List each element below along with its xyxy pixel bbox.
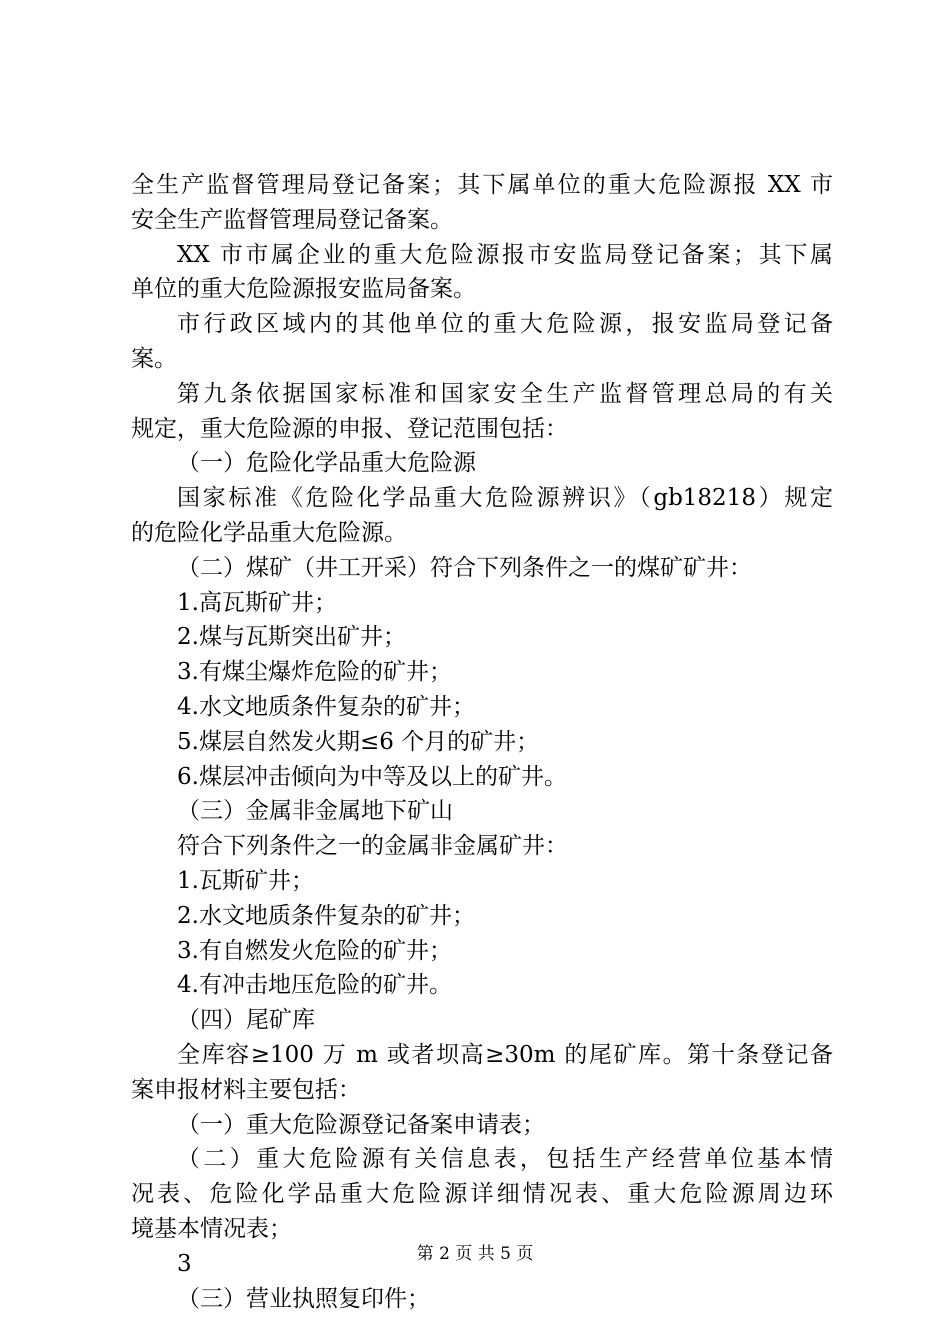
text-line: 符合下列条件之一的金属非金属矿井：: [177, 833, 568, 860]
text-line: 安全生产监督管理局登记备案。: [131, 206, 453, 233]
text-line: 全库容≥100 万 m 或者坝高≥30m 的尾矿库。第十条登记备: [177, 1041, 833, 1068]
text-line: （二）重大危险源有关信息表，包括生产经营单位基本情: [177, 1146, 833, 1173]
text-line: （一）危险化学品重大危险源: [177, 450, 476, 477]
text-line: 6.煤层冲击倾向为中等及以上的矿井。: [177, 763, 567, 790]
text-line: 2.煤与瓦斯突出矿井；: [177, 624, 406, 651]
text-line: 单位的重大危险源报安监局备案。: [131, 276, 476, 303]
text-line: 的危险化学品重大危险源。: [131, 519, 407, 546]
text-line: 1.高瓦斯矿井；: [177, 589, 337, 616]
document-body: [131, 168, 833, 1316]
text-line: XX 市市属企业的重大危险源报市安监局登记备案；其下属: [177, 241, 833, 268]
text-line: （一）重大危险源登记备案申请表；: [177, 1111, 545, 1138]
text-line: （二）煤矿（井工开采）符合下列条件之一的煤矿矿井：: [177, 554, 752, 581]
text-line: 规定，重大危险源的申报、登记范围包括：: [131, 415, 568, 442]
text-line: 国家标准《危险化学品重大危险源辨识》（gb18218）规定: [177, 485, 833, 512]
text-line: 3.有自燃发火危险的矿井；: [177, 937, 452, 964]
text-line: 3.有煤尘爆炸危险的矿井；: [177, 659, 452, 686]
text-line: 境基本情况表；: [131, 1215, 292, 1242]
text-line: （四）尾矿库: [177, 1007, 315, 1034]
text-line: 况表、危险化学品重大危险源详细情况表、重大危险源周边环: [131, 1181, 833, 1208]
text-line: （三）金属非金属地下矿山: [177, 798, 453, 825]
text-line: 全生产监督管理局登记备案；其下属单位的重大危险源报 XX 市: [131, 172, 833, 198]
text-line: 第九条依据国家标准和国家安全生产监督管理总局的有关: [177, 380, 833, 407]
text-line: 2.水文地质条件复杂的矿井；: [177, 902, 475, 929]
text-line: 4.水文地质条件复杂的矿井；: [177, 693, 475, 720]
text-line: 案申报材料主要包括：: [131, 1076, 361, 1103]
text-line: 市行政区域内的其他单位的重大危险源，报安监局登记备: [177, 311, 833, 338]
text-line: （三）营业执照复印件；: [177, 1285, 430, 1312]
text-line: 1.瓦斯矿井；: [177, 867, 314, 894]
text-line: 3: [177, 1250, 192, 1277]
text-line: 案。: [131, 345, 177, 372]
text-line: 4.有冲击地压危险的矿井。: [177, 972, 452, 999]
text-line: 5.煤层自然发火期≤6 个月的矿井；: [177, 728, 540, 755]
page-footer: 第 2 页 共 5 页: [416, 1244, 534, 1264]
